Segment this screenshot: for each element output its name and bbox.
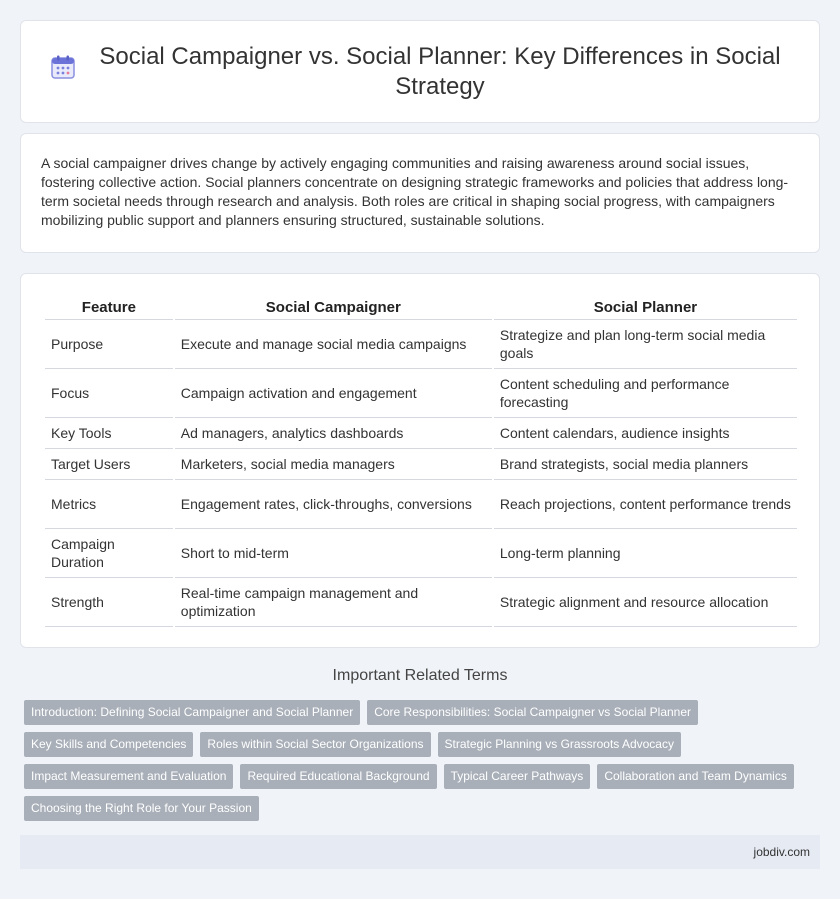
- footer-site-link[interactable]: jobdiv.com: [753, 845, 810, 859]
- header-card: [20, 20, 820, 123]
- table-row: [45, 449, 797, 480]
- cell-feature: Metrics: [45, 480, 173, 529]
- related-term-tag[interactable]: Required Educational Background: [240, 764, 436, 789]
- cell-campaigner: Engagement rates, click-throughs, conversions: [175, 480, 492, 529]
- header-social-planner: Social Planner: [494, 296, 797, 320]
- table-header-row: [45, 296, 797, 320]
- related-term-tag[interactable]: Key Skills and Competencies: [24, 732, 193, 757]
- cell-planner: Brand strategists, social media planners: [494, 449, 797, 480]
- comparison-table: [43, 296, 799, 627]
- intro-text: A social campaigner drives change by actively engaging communities and raising awareness around social issues, fostering collective action. Social planners concentrate on designing strategic frameworks and policies that address long-term societal needs through research and analysis. Both roles are critical in shaping social progress, with campaigners mobilizing public support and planners ensuring structured, sustainable solutions.: [41, 155, 789, 228]
- related-term-tag[interactable]: Choosing the Right Role for Your Passion: [24, 796, 259, 821]
- related-term-tag[interactable]: Impact Measurement and Evaluation: [24, 764, 233, 789]
- table-row: [45, 320, 797, 369]
- cell-planner: Strategic alignment and resource allocation: [494, 578, 797, 627]
- intro-card: [20, 133, 820, 253]
- related-term-tag[interactable]: Strategic Planning vs Grassroots Advocacy: [438, 732, 681, 757]
- calendar-icon: [50, 54, 76, 80]
- cell-planner: Long-term planning: [494, 529, 797, 578]
- cell-campaigner: Short to mid-term: [175, 529, 492, 578]
- footer: [20, 835, 820, 869]
- table-row: [45, 578, 797, 627]
- cell-feature: Target Users: [45, 449, 173, 480]
- table-row: [45, 369, 797, 418]
- page-title: Social Campaigner vs. Social Planner: Key Differences in Social Strategy: [99, 42, 781, 100]
- cell-campaigner: Execute and manage social media campaigns: [175, 320, 492, 369]
- cell-planner: Strategize and plan long-term social media goals: [494, 320, 797, 369]
- cell-campaigner: Real-time campaign management and optimization: [175, 578, 492, 627]
- cell-feature: Strength: [45, 578, 173, 627]
- cell-planner: Content calendars, audience insights: [494, 418, 797, 449]
- cell-campaigner: Ad managers, analytics dashboards: [175, 418, 492, 449]
- related-term-tag[interactable]: Roles within Social Sector Organizations: [200, 732, 430, 757]
- cell-planner: Content scheduling and performance forecasting: [494, 369, 797, 418]
- title-wrap: [40, 42, 800, 102]
- cell-campaigner: Campaign activation and engagement: [175, 369, 492, 418]
- table-row: [45, 529, 797, 578]
- related-term-tag[interactable]: Typical Career Pathways: [444, 764, 591, 789]
- cell-feature: Key Tools: [45, 418, 173, 449]
- header-feature: Feature: [45, 296, 173, 320]
- comparison-card: [20, 273, 820, 648]
- related-term-tag[interactable]: Introduction: Defining Social Campaigner and Social Planner: [24, 700, 360, 725]
- cell-feature: Focus: [45, 369, 173, 418]
- table-row: [45, 480, 797, 529]
- header-social-campaigner: Social Campaigner: [175, 296, 492, 320]
- cell-planner: Reach projections, content performance trends: [494, 480, 797, 529]
- related-terms-title: Important Related Terms: [332, 667, 508, 684]
- related-terms-list: [24, 700, 820, 828]
- cell-feature: Purpose: [45, 320, 173, 369]
- table-row: [45, 418, 797, 449]
- related-term-tag[interactable]: Collaboration and Team Dynamics: [597, 764, 794, 789]
- cell-feature: Campaign Duration: [45, 529, 173, 578]
- cell-campaigner: Marketers, social media managers: [175, 449, 492, 480]
- related-term-tag[interactable]: Core Responsibilities: Social Campaigner vs Social Planner: [367, 700, 698, 725]
